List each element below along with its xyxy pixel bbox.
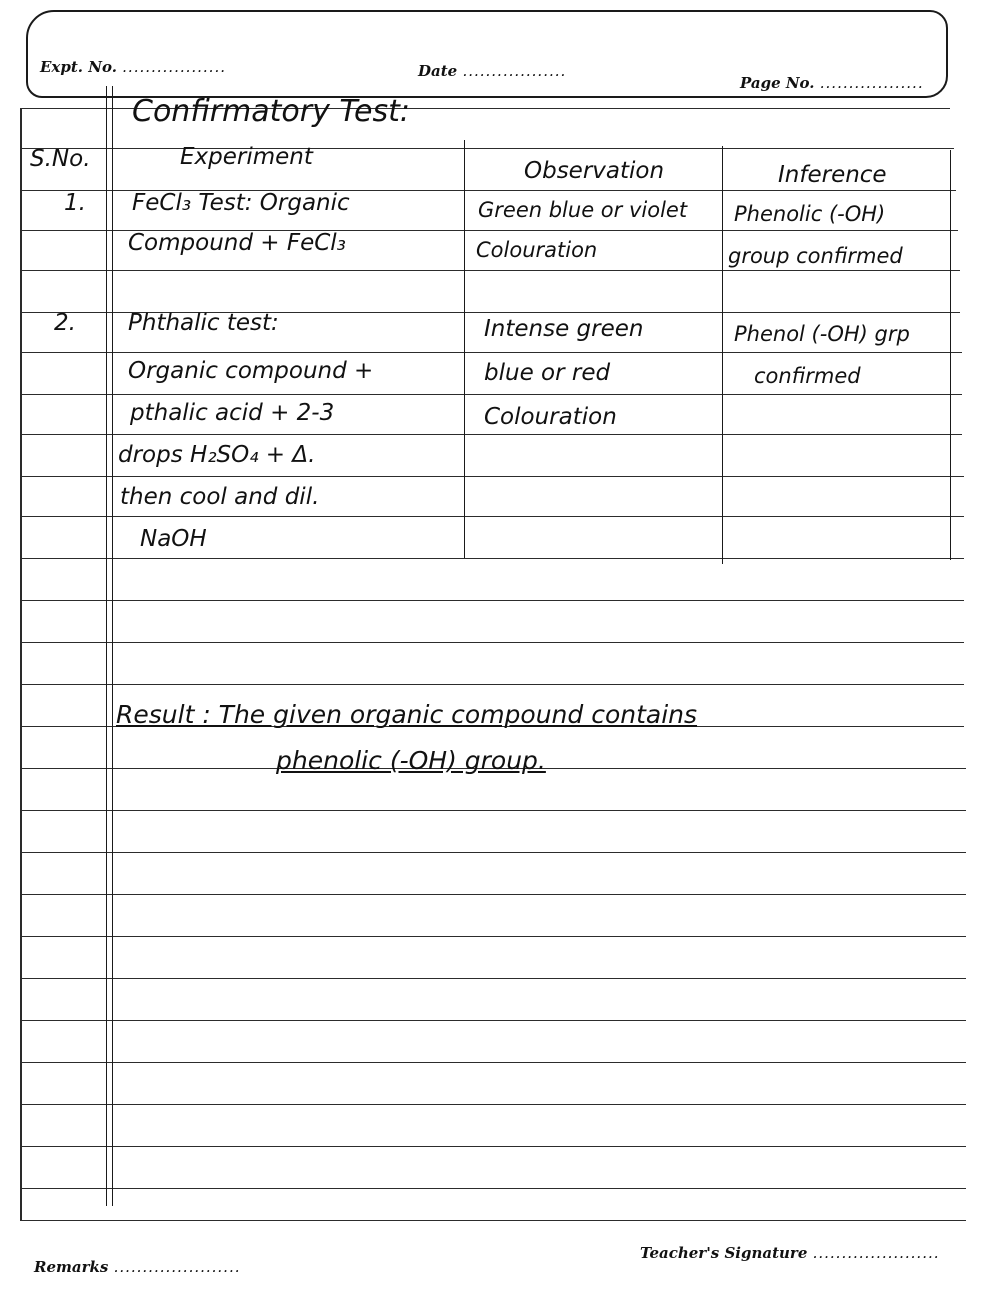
expt-no-label: Expt. No. bbox=[40, 58, 117, 76]
row2-observation-line2: blue or red bbox=[484, 360, 611, 386]
rule-line bbox=[20, 352, 962, 353]
rule-line bbox=[20, 684, 964, 685]
header-sno: S.No. bbox=[30, 146, 91, 172]
page-no-field bbox=[740, 74, 924, 92]
row2-experiment-line5: then cool and dil. bbox=[120, 484, 320, 510]
signature-dots: ...................... bbox=[812, 1244, 940, 1262]
rule-line bbox=[20, 476, 964, 477]
expt-no-field bbox=[40, 58, 226, 76]
rule-line bbox=[20, 810, 966, 811]
remarks-label: Remarks bbox=[34, 1258, 109, 1276]
row2-experiment-line4: drops H₂SO₄ + Δ. bbox=[118, 442, 316, 468]
rule-line bbox=[20, 852, 966, 853]
page-no-label: Page No. bbox=[740, 74, 815, 92]
rule-line bbox=[20, 394, 962, 395]
signature-field bbox=[640, 1244, 940, 1262]
rule-line bbox=[20, 516, 964, 517]
row1-observation-line2: Colouration bbox=[476, 238, 598, 262]
table-divider-observation bbox=[722, 146, 723, 564]
row2-experiment-line6: NaOH bbox=[140, 526, 207, 552]
row1-observation-line1: Green blue or violet bbox=[478, 198, 688, 222]
rule-line bbox=[20, 642, 964, 643]
result-line1: Result : The given organic compound contains bbox=[116, 700, 698, 729]
row2-inference-line1: Phenol (-OH) grp bbox=[734, 322, 910, 346]
row1-experiment-line1: FeCl₃ Test: Organic bbox=[132, 190, 350, 216]
rule-line bbox=[20, 1104, 966, 1105]
rule-line bbox=[20, 894, 966, 895]
rule-line bbox=[20, 1220, 966, 1221]
row1-inference-line1: Phenolic (-OH) bbox=[734, 202, 886, 226]
rule-line bbox=[20, 434, 962, 435]
row2-experiment-line2: Organic compound + bbox=[128, 358, 374, 384]
header-inference: Inference bbox=[778, 162, 887, 188]
table-divider-experiment bbox=[464, 140, 465, 558]
row1-sno: 1. bbox=[64, 190, 86, 216]
rule-line bbox=[20, 148, 954, 149]
rule-line bbox=[20, 1146, 966, 1147]
row2-experiment-line1: Phthalic test: bbox=[128, 310, 279, 336]
row1-experiment-line2: Compound + FeCl₃ bbox=[128, 230, 346, 256]
rule-line bbox=[20, 1062, 966, 1063]
rule-line bbox=[20, 558, 964, 559]
header-experiment: Experiment bbox=[180, 144, 313, 170]
date-dots: .................. bbox=[462, 62, 567, 80]
row2-observation-line1: Intense green bbox=[484, 316, 644, 342]
rule-line bbox=[20, 1188, 966, 1189]
expt-no-dots: .................. bbox=[122, 58, 226, 76]
section-title: Confirmatory Test: bbox=[132, 94, 410, 129]
rule-line bbox=[20, 978, 966, 979]
rule-line bbox=[20, 1020, 966, 1021]
rule-line bbox=[20, 270, 960, 271]
remarks-dots: ...................... bbox=[113, 1258, 241, 1276]
margin-line bbox=[106, 86, 107, 1206]
header-observation: Observation bbox=[524, 158, 665, 184]
remarks-field bbox=[34, 1258, 240, 1276]
rule-line bbox=[20, 936, 966, 937]
table-divider-inference bbox=[950, 150, 951, 560]
ruled-area bbox=[20, 108, 970, 1220]
date-field bbox=[418, 62, 566, 80]
margin-line bbox=[112, 86, 113, 1206]
row2-inference-line2: confirmed bbox=[754, 364, 861, 388]
row1-inference-line2: group confirmed bbox=[728, 244, 903, 268]
row2-experiment-line3: pthalic acid + 2-3 bbox=[130, 400, 335, 426]
rule-line bbox=[20, 600, 964, 601]
row2-observation-line3: Colouration bbox=[484, 404, 617, 430]
date-label: Date bbox=[418, 62, 458, 80]
row2-sno: 2. bbox=[54, 310, 76, 336]
page-no-dots: .................. bbox=[819, 74, 924, 92]
result-line2: phenolic (-OH) group. bbox=[276, 746, 546, 775]
signature-label: Teacher's Signature bbox=[640, 1244, 808, 1262]
